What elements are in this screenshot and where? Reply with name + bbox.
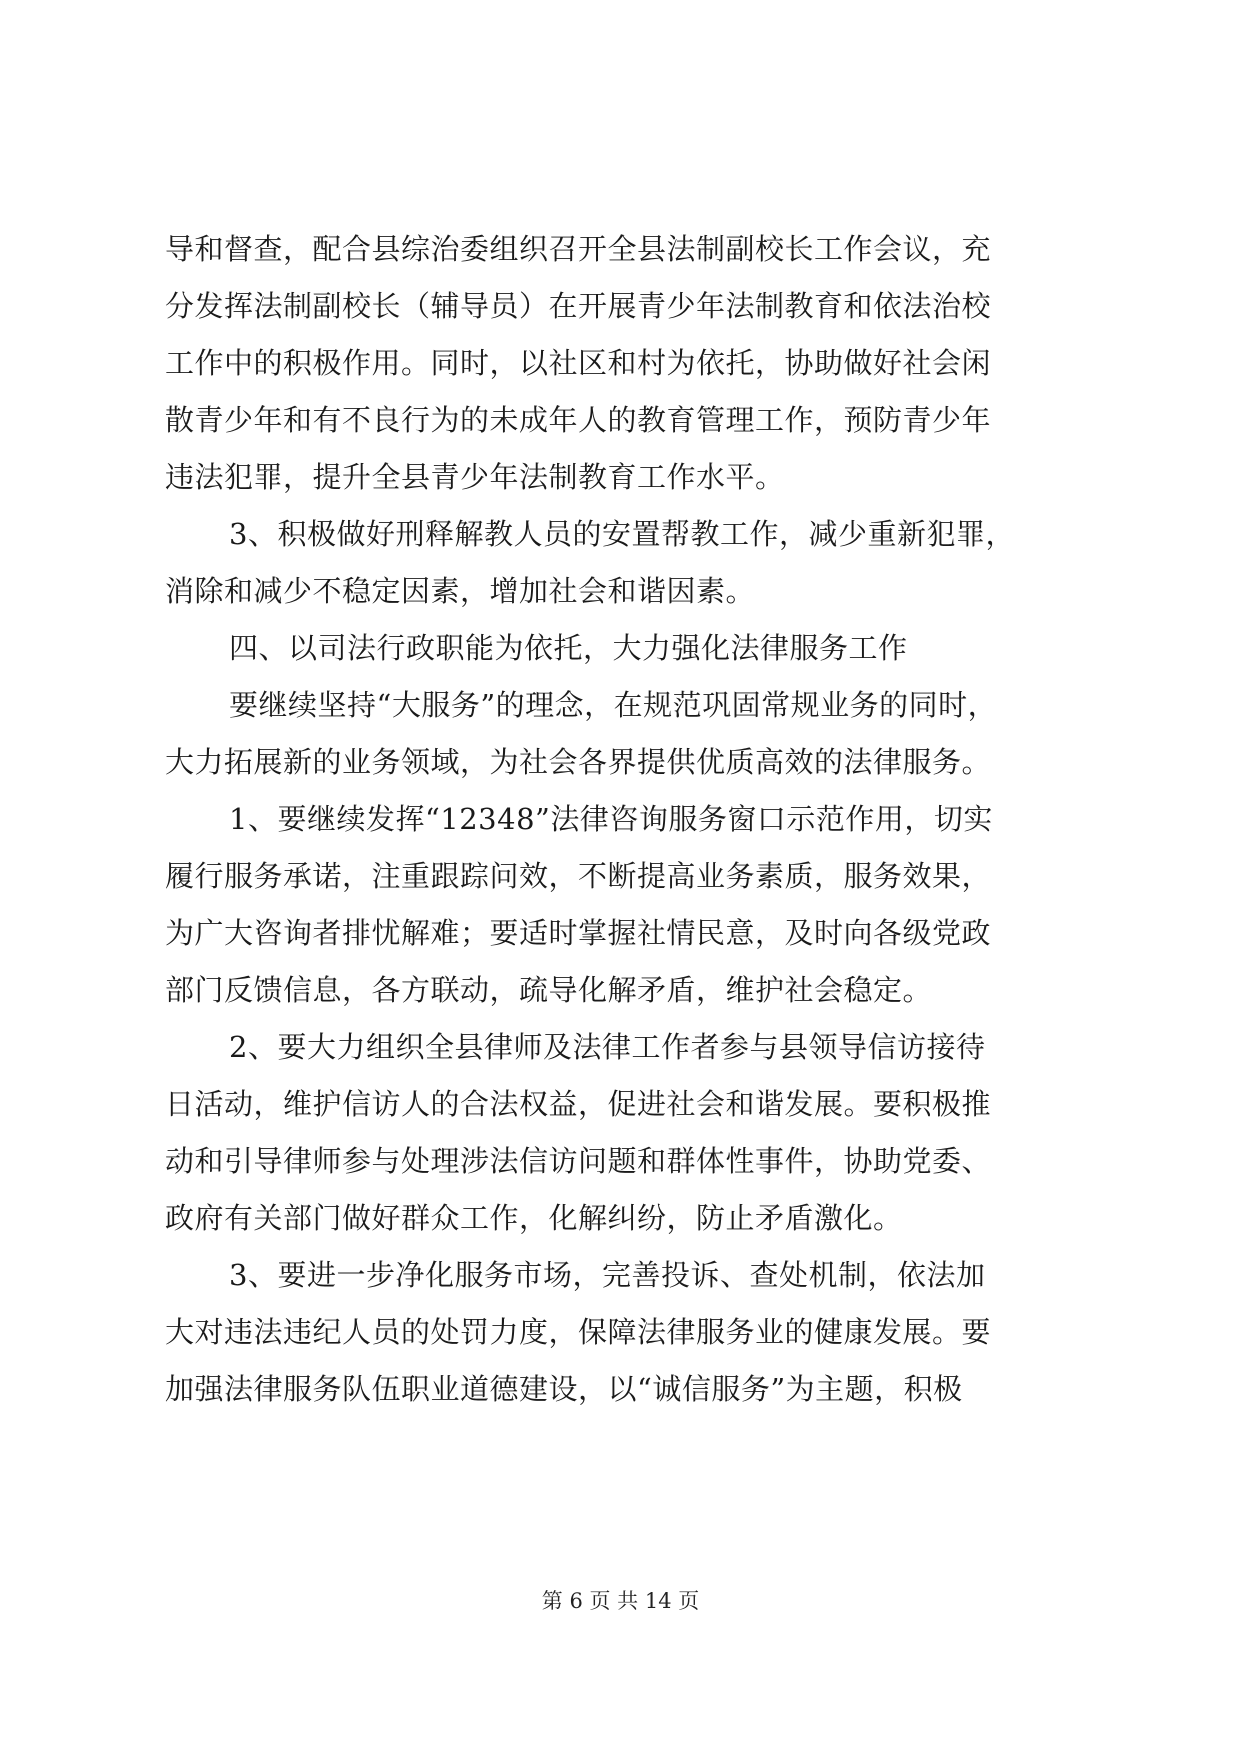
text-line: 日活动，维护信访人的合法权益，促进社会和谐发展。要积极推 xyxy=(165,1087,992,1121)
section-heading: 四、以司法行政职能为依托，大力强化法律服务工作 xyxy=(229,631,908,665)
text-line: 3、要进一步净化服务市场，完善投诉、查处机制，依法加 xyxy=(229,1258,986,1292)
text-line: 要继续坚持“大服务”的理念，在规范巩固常规业务的同时， xyxy=(229,688,998,722)
text-line: 加强法律服务队伍职业道德建设，以“诚信服务”为主题，积极 xyxy=(165,1372,963,1406)
text-line: 履行服务承诺，注重跟踪问效，不断提高业务素质，服务效果， xyxy=(165,859,992,893)
text-line: 2、要大力组织全县律师及法律工作者参与县领导信访接待 xyxy=(229,1030,986,1064)
text-line: 部门反馈信息，各方联动，疏导化解矛盾，维护社会稳定。 xyxy=(165,973,933,1007)
text-line: 大力拓展新的业务领域，为社会各界提供优质高效的法律服务。 xyxy=(165,745,992,779)
text-line: 大对违法违纪人员的处罚力度，保障法律服务业的健康发展。要 xyxy=(165,1315,992,1349)
page-number-footer: 第 6 页 共 14 页 xyxy=(541,1589,700,1613)
text-line: 违法犯罪，提升全县青少年法制教育工作水平。 xyxy=(165,460,785,494)
text-line: 散青少年和有不良行为的未成年人的教育管理工作，预防青少年 xyxy=(165,403,992,437)
text-line: 3、积极做好刑释解教人员的安置帮教工作，减少重新犯罪， xyxy=(229,517,1015,551)
text-line: 为广大咨询者排忧解难；要适时掌握社情民意，及时向各级党政 xyxy=(165,916,992,950)
text-line: 政府有关部门做好群众工作，化解纠纷，防止矛盾激化。 xyxy=(165,1201,903,1235)
text-line: 消除和减少不稳定因素，增加社会和谐因素。 xyxy=(165,574,756,608)
text-line: 动和引导律师参与处理涉法信访问题和群体性事件，协助党委、 xyxy=(165,1144,992,1178)
text-line: 1、要继续发挥“12348”法律咨询服务窗口示范作用，切实 xyxy=(229,802,993,836)
text-line: 工作中的积极作用。同时，以社区和村为依托，协助做好社会闲 xyxy=(165,346,992,380)
text-line: 导和督查，配合县综治委组织召开全县法制副校长工作会议，充 xyxy=(165,232,992,266)
text-line: 分发挥法制副校长（辅导员）在开展青少年法制教育和依法治校 xyxy=(165,289,992,323)
